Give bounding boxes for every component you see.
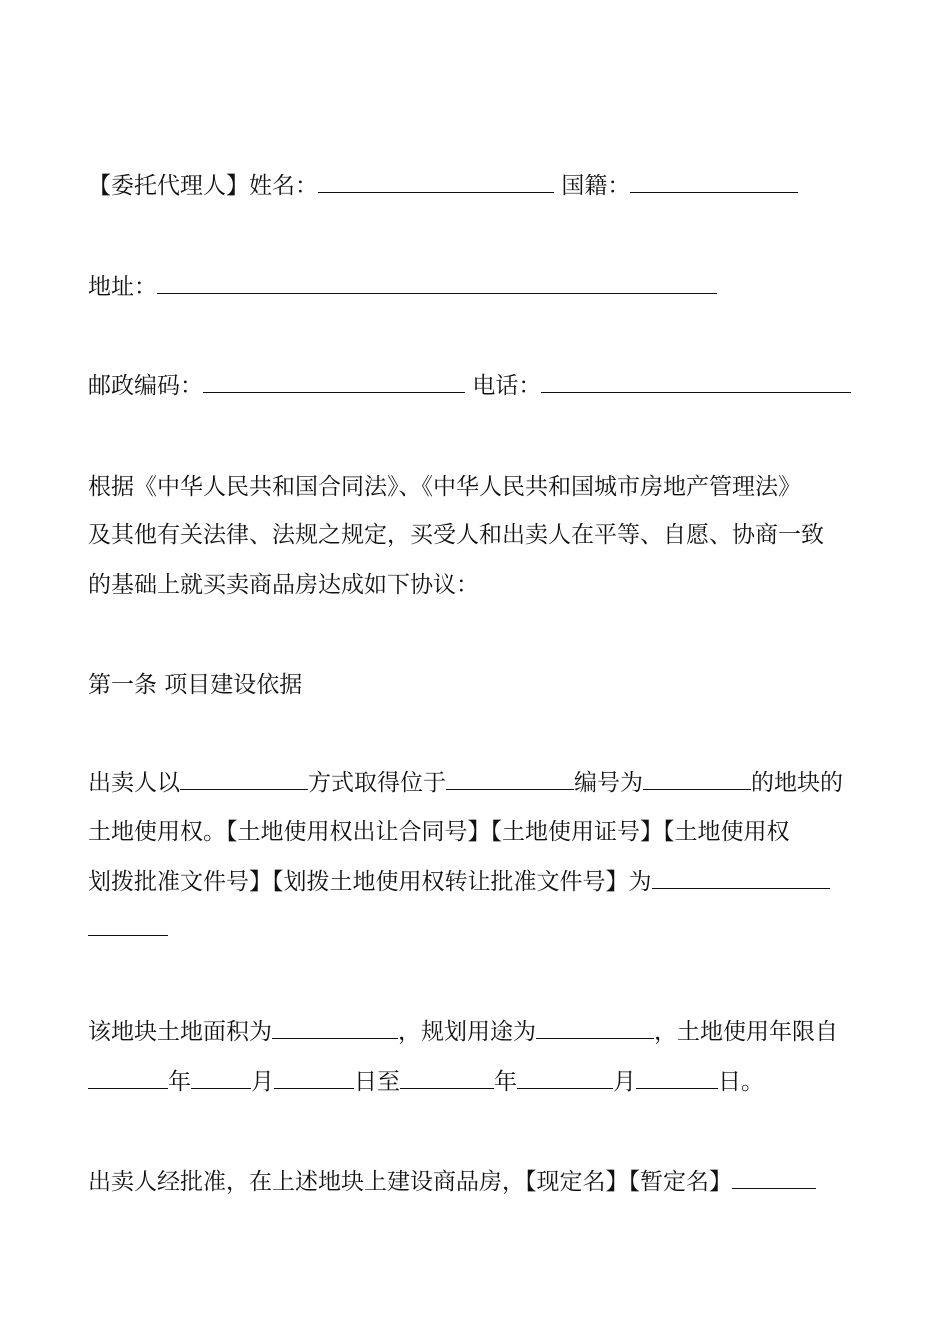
land-acquire-text-b: 方式取得位于 [308,770,446,796]
start-year-field[interactable] [88,1066,168,1089]
intro-line-2: 及其他有关法律、法规之规定，买受人和出卖人在平等、自愿、协商一致 [88,522,824,548]
land-acquire-text-d: 的地块的 [751,770,843,796]
approval-doc-text: 划拨批准文件号】【划拨土地使用权转让批准文件号】为 [88,869,652,895]
nationality-field[interactable] [630,170,798,193]
land-area-text: 该地块土地面积为 [88,1019,272,1045]
nationality-label: 国籍： [561,173,631,199]
start-month-field[interactable] [191,1066,251,1089]
project-name-text: 出卖人经批准，在上述地块上建设商品房，【现定名】【暂定名】 [88,1169,732,1195]
approval-doc-continuation [88,913,168,944]
land-acquire-text-a: 出卖人以 [88,770,180,796]
address-field[interactable] [157,271,717,294]
land-term-row [88,1066,764,1097]
planned-use-text: ，规划用途为 [398,1019,536,1045]
end-month-field[interactable] [517,1066,613,1089]
end-day-field[interactable] [636,1066,718,1089]
article-1-heading: 第一条 项目建设依据 [88,672,303,698]
phone-field[interactable] [541,370,851,393]
postal-phone-row [88,370,851,401]
land-acquire-text-c: 编号为 [574,770,643,796]
day-to-label: 日至 [354,1069,400,1095]
location-field[interactable] [446,767,574,790]
agent-name-field[interactable] [318,170,554,193]
approval-doc-field-continued[interactable] [88,913,168,936]
intro-line-3: 的基础上就买卖商品房达成如下协议： [88,572,479,598]
acquire-method-field[interactable] [180,767,308,790]
intro-line-1: 根据《中华人民共和国合同法》、《中华人民共和国城市房地产管理法》 [88,474,801,500]
land-term-text: ，土地使用年限自 [654,1019,838,1045]
postal-label: 邮政编码： [88,373,203,399]
land-acquire-row [88,767,843,798]
planned-use-field[interactable] [536,1016,654,1039]
end-year-field[interactable] [400,1066,494,1089]
day-end-label: 日。 [718,1069,764,1095]
plot-number-field[interactable] [643,767,751,790]
year-label: 年 [168,1069,191,1095]
land-use-right-line: 土地使用权。【土地使用权出让合同号】【土地使用证号】【土地使用权 [88,819,790,845]
phone-label: 电话： [472,373,542,399]
agent-name-row [88,170,798,201]
postal-field[interactable] [203,370,465,393]
land-area-row [88,1016,838,1047]
project-name-row [88,1166,816,1197]
approval-doc-row [88,866,830,897]
approval-doc-field[interactable] [652,866,830,889]
year-label-end: 年 [494,1069,517,1095]
agent-name-label: 【委托代理人】姓名： [88,173,318,199]
land-area-field[interactable] [272,1016,398,1039]
address-row [88,271,717,302]
month-label-end: 月 [613,1069,636,1095]
address-label: 地址： [88,274,157,300]
project-name-field[interactable] [732,1166,816,1189]
start-day-field[interactable] [274,1066,354,1089]
month-label: 月 [251,1069,274,1095]
